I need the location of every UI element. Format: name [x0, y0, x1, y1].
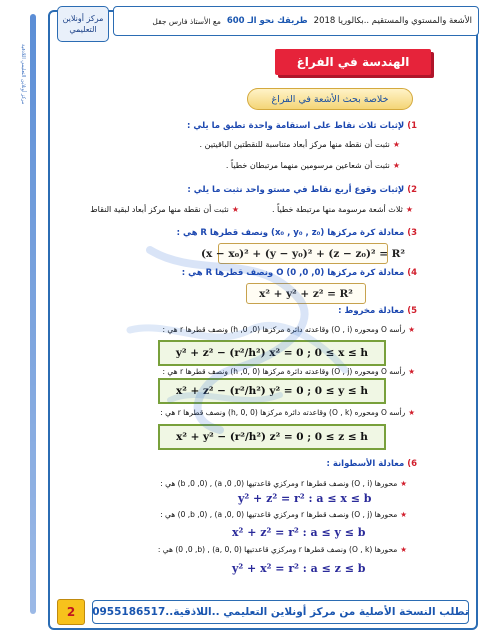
condition-text: محورها (O , i) ونصف قطرها r ومركزي قاعدتيها (a ,0 ,0) , (b ,0 ,0) هي :	[160, 479, 398, 488]
item-text: نثبت أن نقطة منها مركز أبعاد لبقية النقاط	[90, 205, 229, 214]
section-2-item-2	[90, 205, 239, 214]
sphere-equation-box: (x − x₀)² + (y − y₀)² + (z − z₀)² = R²	[218, 243, 388, 264]
star-bullet: ★	[400, 479, 407, 488]
section-6-title: معادلة الأسطوانة :	[326, 459, 405, 469]
section-6-heading	[326, 459, 417, 469]
cone-2-equation: x² + z² − (r²/h²) y² = 0 ; 0 ≤ y ≤ h	[158, 378, 386, 404]
condition-text: رأسه O ومحوره (O , i) وقاعدته دائرة مركزها (h ,0 ,0) ونصف قطرها r هي :	[162, 325, 406, 334]
star-bullet: ★	[408, 408, 415, 417]
section-1-item-1	[200, 140, 400, 149]
section-6-number: 6)	[407, 459, 417, 469]
section-2-item-1	[272, 205, 413, 214]
center-logo	[57, 6, 109, 42]
section-2-heading	[187, 185, 417, 195]
condition-text: رأسه O ومحوره (O , j) وقاعدته دائرة مركزها (0 ,h ,0) ونصف قطرها r هي :	[162, 367, 406, 376]
star-bullet: ★	[408, 325, 415, 334]
section-1-heading	[187, 121, 417, 131]
cylinder-1-condition	[160, 479, 407, 488]
item-text: نثبت أن نقطة منها مركز أبعاد متناسبة للنقطتين الباقيتين .	[199, 140, 390, 149]
header-subjects: الأشعة والمستوي والمستقيم ..بكالوريا 2018	[313, 16, 472, 26]
side-decoration	[2, 14, 44, 614]
origin-sphere-equation-box: x² + y² + z² = R²	[246, 283, 366, 304]
star-bullet: ★	[392, 140, 400, 149]
section-4-heading	[182, 268, 417, 278]
item-text: ثلاث أشعة مرسومة منها مرتبطة خطياً .	[271, 205, 403, 214]
section-5-heading	[338, 306, 417, 316]
center-name-line1: مركز أونلاين	[62, 14, 104, 23]
cone-1-equation: y² + z² − (r²/h²) x² = 0 ; 0 ≤ x ≤ h	[158, 340, 386, 366]
condition-text: محورها (O , j) ونصف قطرها r ومركزي قاعدتيها (0 ,a ,0) , (0 ,b ,0) هي :	[160, 510, 398, 519]
page-number: 2	[57, 599, 85, 625]
cylinder-3-equation: y² + x² = r² : a ≤ z ≤ b	[232, 562, 366, 575]
side-stripe	[30, 14, 36, 614]
cone-1-condition	[162, 325, 415, 334]
cone-3-condition	[160, 408, 415, 417]
cylinder-3-condition	[158, 545, 407, 554]
center-name-line2: التعليمي	[69, 25, 97, 34]
section-1-title: لإثبات ثلاث نقاط على استقامة واحدة تطبق ما يلي :	[187, 121, 405, 131]
page-title: الهندسة في الفراغ	[275, 49, 431, 75]
section-5-number: 5)	[407, 306, 417, 316]
header-banner	[113, 6, 479, 36]
header-teacher: مع الأستاذ فارس جقل	[152, 16, 221, 26]
side-text: مركز أونلاين التعليمي اللاذقية	[20, 44, 26, 105]
section-2-number: 2)	[407, 185, 417, 195]
cylinder-1-equation: y² + z² = r² : a ≤ x ≤ b	[238, 492, 372, 505]
cylinder-2-condition	[160, 510, 407, 519]
star-bullet: ★	[408, 367, 415, 376]
star-bullet: ★	[400, 510, 407, 519]
header-slogan: طريقك نحو الـ 600	[226, 16, 308, 26]
summary-pill: خلاصة بحث الأشعة في الفراغ	[247, 88, 413, 110]
cone-3-equation: x² + y² − (r²/h²) z² = 0 ; 0 ≤ z ≤ h	[158, 424, 386, 450]
star-bullet: ★	[405, 205, 413, 214]
star-bullet: ★	[392, 161, 400, 170]
section-1-number: 1)	[407, 121, 417, 131]
section-2-title: لإثبات وقوع أربع نقاط في مستو واحد نثبت ما يلي :	[187, 185, 405, 195]
section-1-item-2	[226, 161, 400, 170]
section-3-number: 3)	[407, 228, 417, 238]
cone-2-condition	[162, 367, 415, 376]
cylinder-2-equation: x² + z² = r² : a ≤ y ≤ b	[232, 526, 366, 539]
condition-text: محورها (O , k) ونصف قطرها r ومركزي قاعدتيها (0 ,0 ,a) , (0 ,0 ,b) هي :	[157, 545, 398, 554]
section-4-number: 4)	[407, 268, 417, 278]
footer-banner: تطلب النسخة الأصلية من مركز أونلاين التعليمي ..اللاذقية..0955186517	[92, 600, 469, 624]
section-5-title: معادلة مخروط :	[338, 306, 405, 316]
star-bullet: ★	[231, 205, 239, 214]
section-3-title: معادلة كرة مركزها (x₀ , y₀ , z₀) ونصف قطرها R هي :	[176, 228, 405, 238]
star-bullet: ★	[400, 545, 407, 554]
item-text: نثبت أن شعاعين مرسومين منهما مرتبطان خطياً .	[225, 161, 390, 170]
section-3-heading	[177, 228, 417, 238]
section-4-title: معادلة كرة مركزها O (0 ,0 ,0) ونصف قطرها R هي :	[181, 268, 405, 278]
condition-text: رأسه O ومحوره (O , k) وقاعدته دائرة مركزها (0 ,0 ,h) ونصف قطرها r هي :	[160, 408, 406, 417]
